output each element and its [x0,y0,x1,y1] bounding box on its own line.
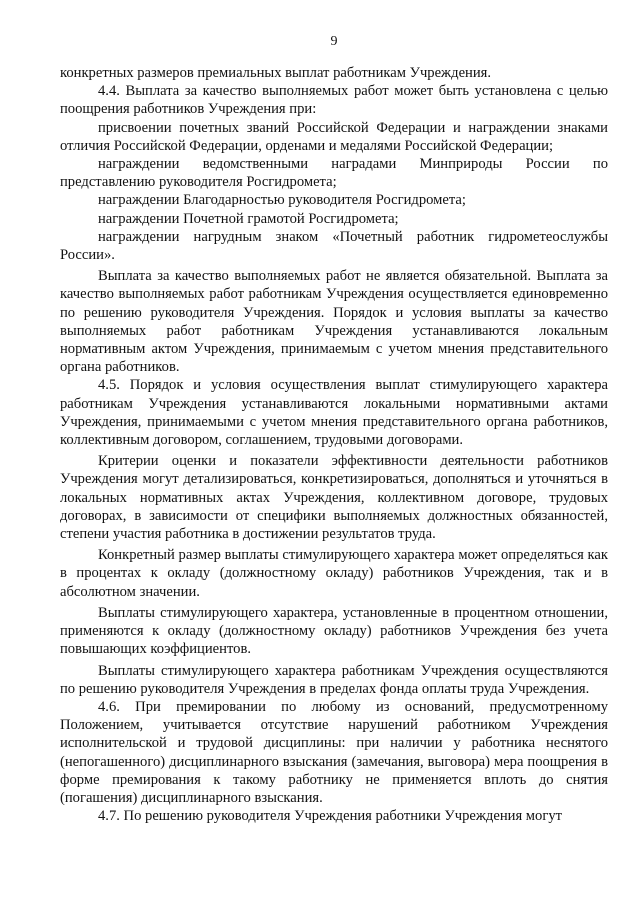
paragraph-gratitude-award: награждении Благодарностью руководителя Росгидромета; [98,192,466,209]
paragraph-honorary-titles: присвоении почетных званий Российской Федерации и награждении знаками отличия Российской Федерации, орденами и медалями Российской Федерации; [60,119,608,154]
paragraph-4-4: 4.4. Выплата за качество выполняемых работ может быть установлена с целью поощрения работников Учреждения при: [60,83,608,118]
paragraph-departmental-awards: награждении ведомственными наградами Минприроды России по представлению руководителя Росгидромета; [60,156,608,191]
page-number: 9 [330,34,338,49]
paragraph-percent-payments: Выплаты стимулирующего характера, установленные в процентном отношении, применяются к окладу (должностному окладу) работников Учреждения без учета повышающих коэффициентов. [60,604,608,658]
paragraph-criteria: Критерии оценки и показатели эффективности деятельности работников Учреждения могут детализироваться, конкретизироваться, дополняться и уточняться в локальных нормативных актах Учреждения, коллективном договоре, трудовых договорах, в зависимости от специфики выполняемых должностных обязанностей, степени участия работника в достижении результатов труда. [60,453,608,543]
paragraph-badge-award: награждении нагрудным знаком «Почетный работник гидрометеослужбы России». [60,228,608,264]
paragraph-4-6: 4.6. При премировании по любому из оснований, предусмотренному Положением, учитывается отсутствие нарушений работником Учреждения исполнительской и трудовой дисциплины: при наличии у работника неснятого (непогашенного) дисциплинарного взыскания (замечания, выговора) мера поощрения в форме премирования к такому работнику не применяется вплоть до снятия (погашения) дисциплинарного взыскания. [60,698,608,806]
paragraph-payment-decision: Выплаты стимулирующего характера работникам Учреждения осуществляются по решению руководителя Учреждения в пределах фонда оплаты труда Учреждения. [60,662,608,697]
paragraph-quality-payment: Выплата за качество выполняемых работ не является обязательной. Выплата за качество выполняемых работ работникам Учреждения осуществляется единовременно по решению руководителя Учреждения. Порядок и условия выплаты за качество выполняемых работ работникам Учреждения устанавливаются локальным нормативным актом Учреждения, принимаемым с учетом мнения представительного органа работников. [60,268,608,376]
paragraph-certificate-award: награждении Почетной грамотой Росгидромета; [98,210,399,227]
paragraph-4-5: 4.5. Порядок и условия осуществления выплат стимулирующего характера работникам Учреждения устанавливаются локальными нормативными актами Учреждения, принимаемыми с учетом мнения представительного органа работников, коллективным договором, соглашением, трудовыми договорами. [60,377,608,449]
paragraph-continuation: конкретных размеров премиальных выплат работникам Учреждения. [60,65,492,81]
paragraph-payment-size: Конкретный размер выплаты стимулирующего характера может определяться как в процентах к окладу (должностному окладу) работников Учреждения, так и в абсолютном значении. [60,547,608,600]
paragraph-4-7: 4.7. По решению руководителя Учреждения работники Учреждения могут [98,808,562,825]
